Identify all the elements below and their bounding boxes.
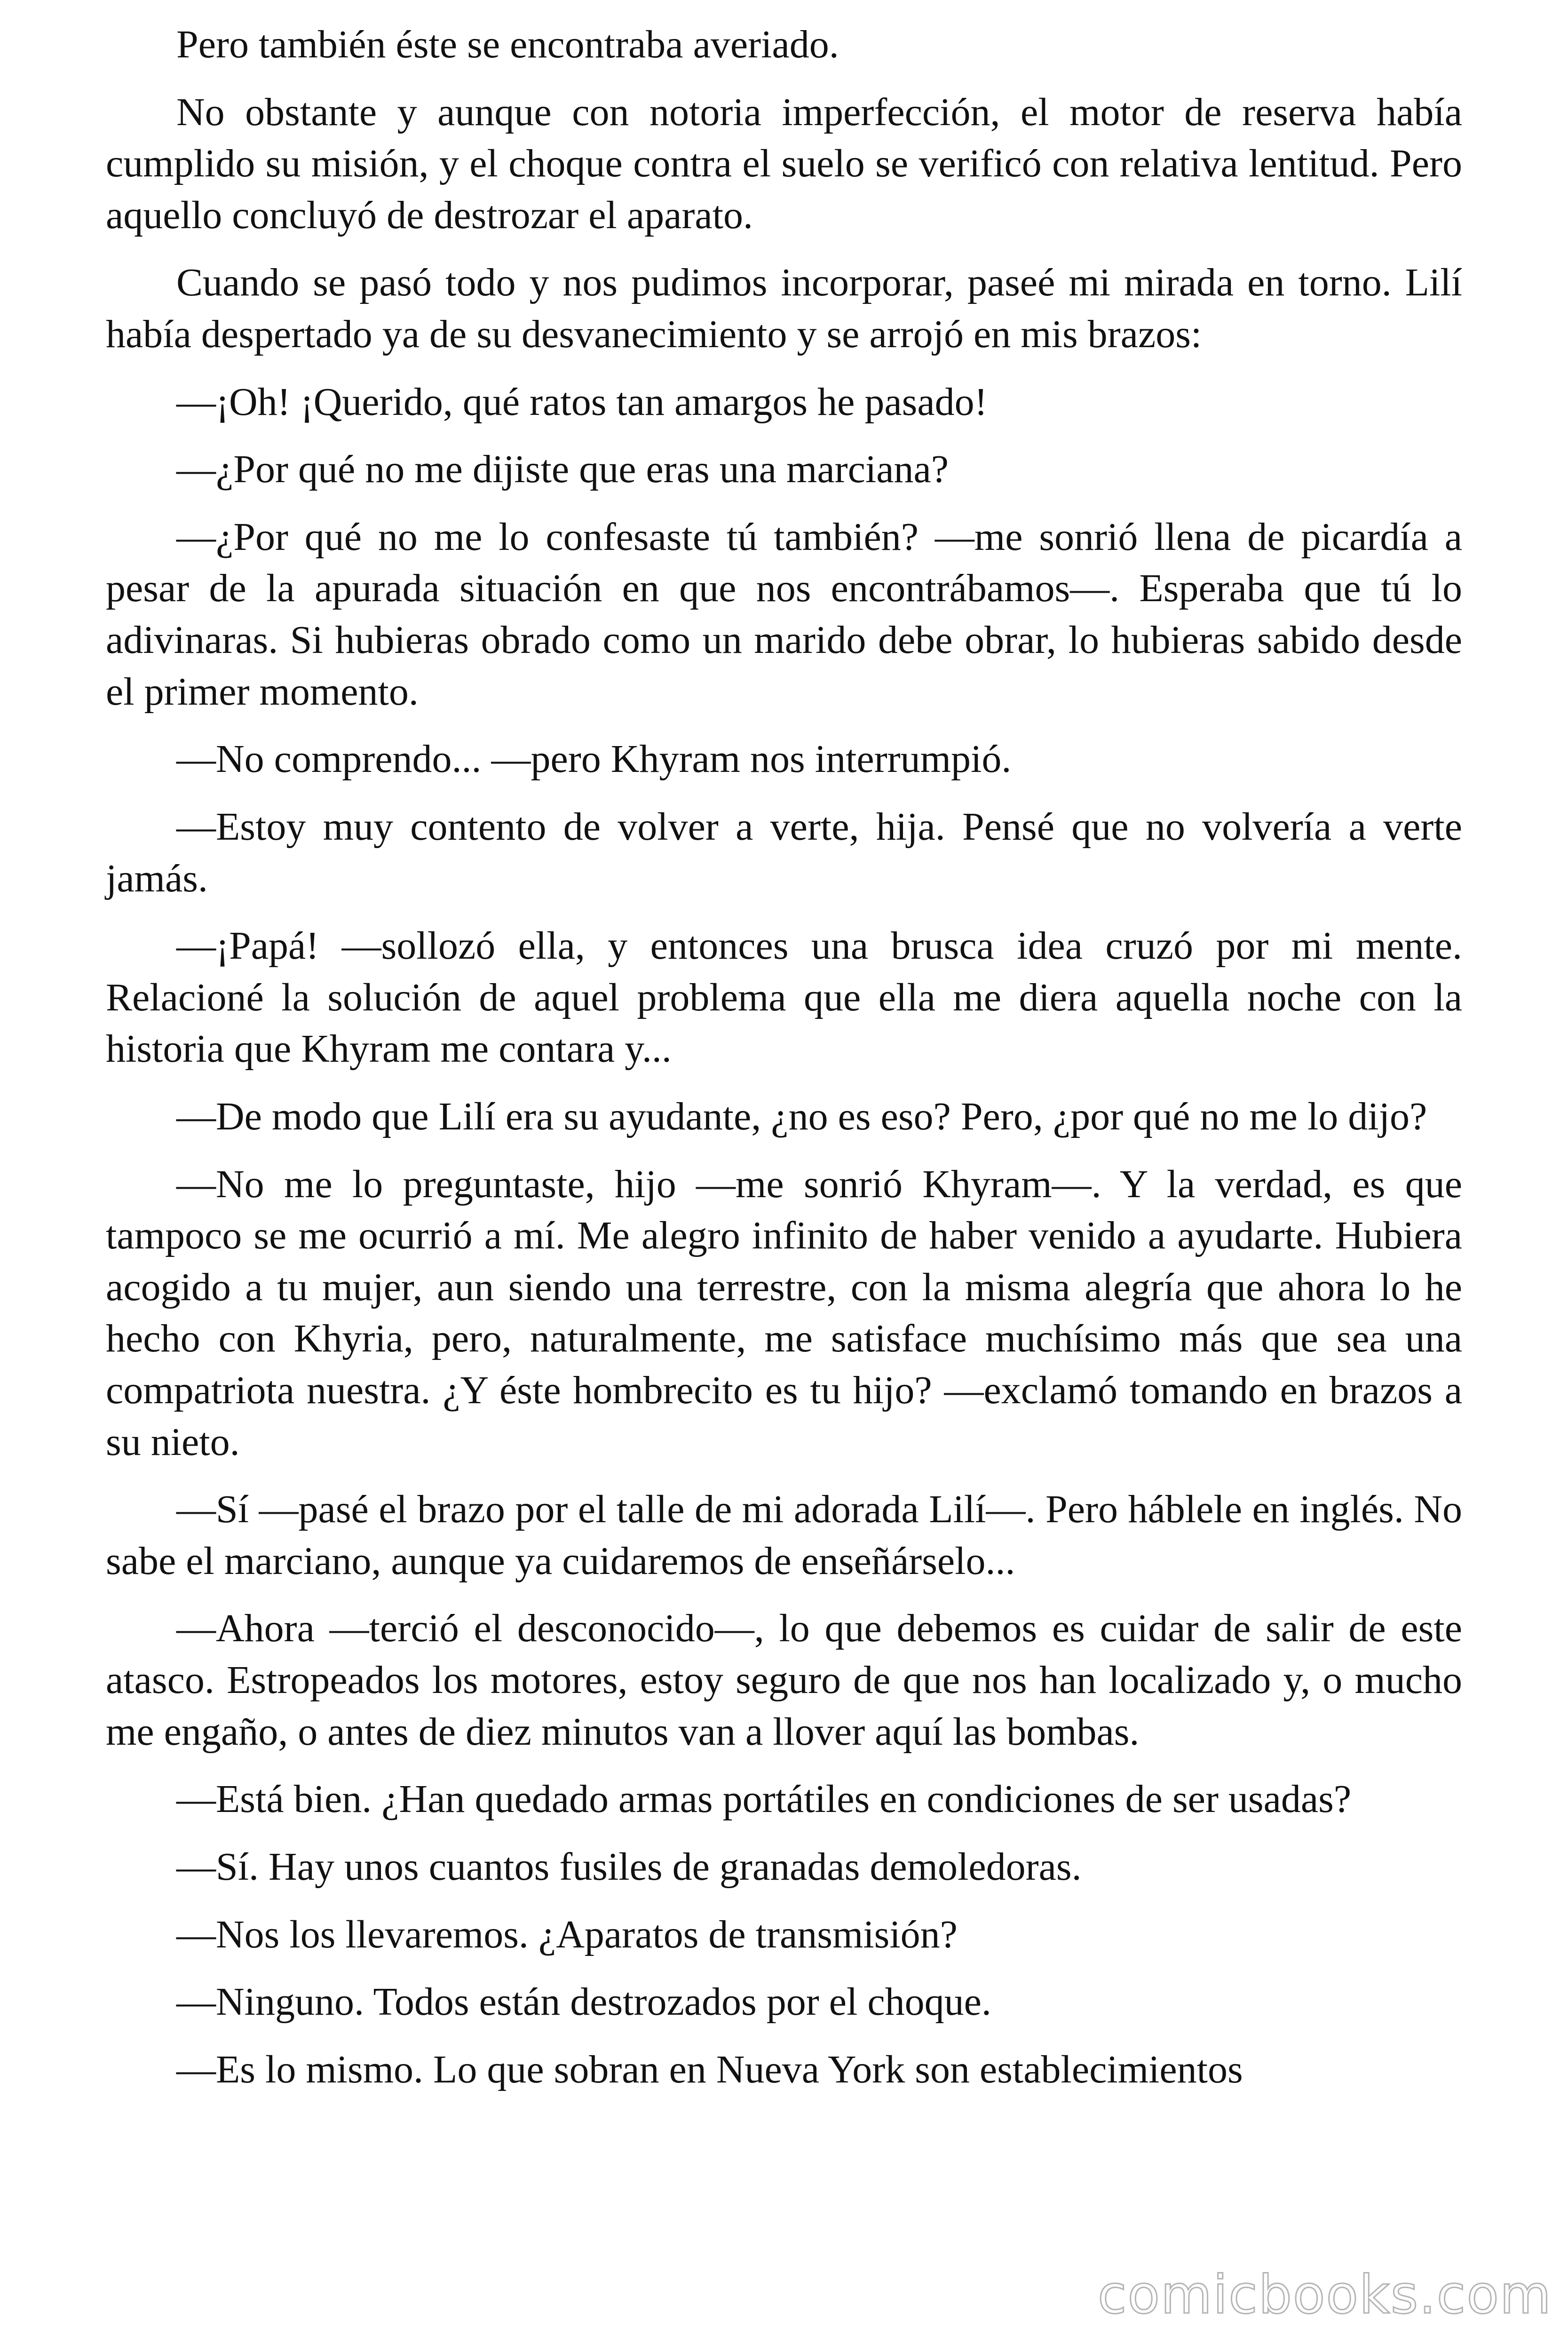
paragraph-17: —Ninguno. Todos están destrozados por el choque. bbox=[176, 1980, 991, 2024]
paragraph-13: —Ahora —terció el desconocido—, lo que debemos es cuidar de salir de este atasco. Estropeados los motores, estoy seguro de que nos han localizado y, o mucho me engaño, o antes de diez minutos van a llover aquí las bombas. bbox=[106, 1606, 1462, 1754]
paragraph-3: Cuando se pasó todo y nos pudimos incorporar, paseé mi mirada en torno. Lilí había despertado ya de su desvanecimiento y se arrojó en mis brazos: bbox=[106, 261, 1462, 357]
paragraph-10: —De modo que Lilí era su ayudante, ¿no es eso? Pero, ¿por qué no me lo dijo? bbox=[176, 1094, 1427, 1138]
paragraph-15: —Sí. Hay unos cuantos fusiles de granadas demoledoras. bbox=[176, 1844, 1082, 1889]
paragraph-16: —Nos los llevaremos. ¿Aparatos de transmisión? bbox=[176, 1912, 958, 1956]
paragraph-14: —Está bien. ¿Han quedado armas portátiles en condiciones de ser usadas? bbox=[176, 1777, 1352, 1821]
paragraph-5: —¿Por qué no me dijiste que eras una marciana? bbox=[176, 447, 949, 492]
paragraph-9: —¡Papá! —sollozó ella, y entonces una brusca idea cruzó por mi mente. Relacioné la solución de aquel problema que ella me diera aquella noche con la historia que Khyram me contara y... bbox=[106, 924, 1462, 1071]
watermark: comicbooks.com bbox=[1097, 2265, 1552, 2326]
paragraph-12: —Sí —pasé el brazo por el talle de mi adorada Lilí—. Pero háblele en inglés. No sabe el marciano, aunque ya cuidaremos de enseñárselo... bbox=[106, 1487, 1462, 1583]
text-column bbox=[106, 19, 1462, 2111]
paragraph-18: —Es lo mismo. Lo que sobran en Nueva York son establecimientos bbox=[176, 2047, 1243, 2091]
paragraph-1: Pero también éste se encontraba averiado. bbox=[176, 23, 839, 66]
paragraph-2: No obstante y aunque con notoria imperfección, el motor de reserva había cumplido su misión, y el choque contra el suelo se verificó con relativa lentitud. Pero aquello concluyó de destrozar el aparato. bbox=[106, 90, 1462, 237]
paragraph-11: —No me lo preguntaste, hijo —me sonrió Khyram—. Y la verdad, es que tampoco se me ocurrió a mí. Me alegro infinito de haber venido a ayudarte. Hubiera acogido a tu mujer, aun siendo una terrestre, con la misma alegría que ahora lo he hecho con Khyria, pero, naturalmente, me satisface muchísimo más que sea una compatriota nuestra. ¿Y éste hombrecito es tu hijo? —exclamó tomando en brazos a su nieto. bbox=[106, 1162, 1462, 1464]
paragraph-4: —¡Oh! ¡Querido, qué ratos tan amargos he pasado! bbox=[176, 380, 988, 424]
paragraph-8: —Estoy muy contento de volver a verte, hija. Pensé que no volvería a verte jamás. bbox=[106, 804, 1462, 900]
paragraph-7: —No comprendo... —pero Khyram nos interrumpió. bbox=[176, 737, 1012, 781]
paragraph-6: —¿Por qué no me lo confesaste tú también? —me sonrió llena de picardía a pesar de la apurada situación en que nos encontrábamos—. Esperaba que tú lo adivinaras. Si hubieras obrado como un marido debe obrar, lo hubieras sabido desde el primer momento. bbox=[106, 515, 1462, 714]
